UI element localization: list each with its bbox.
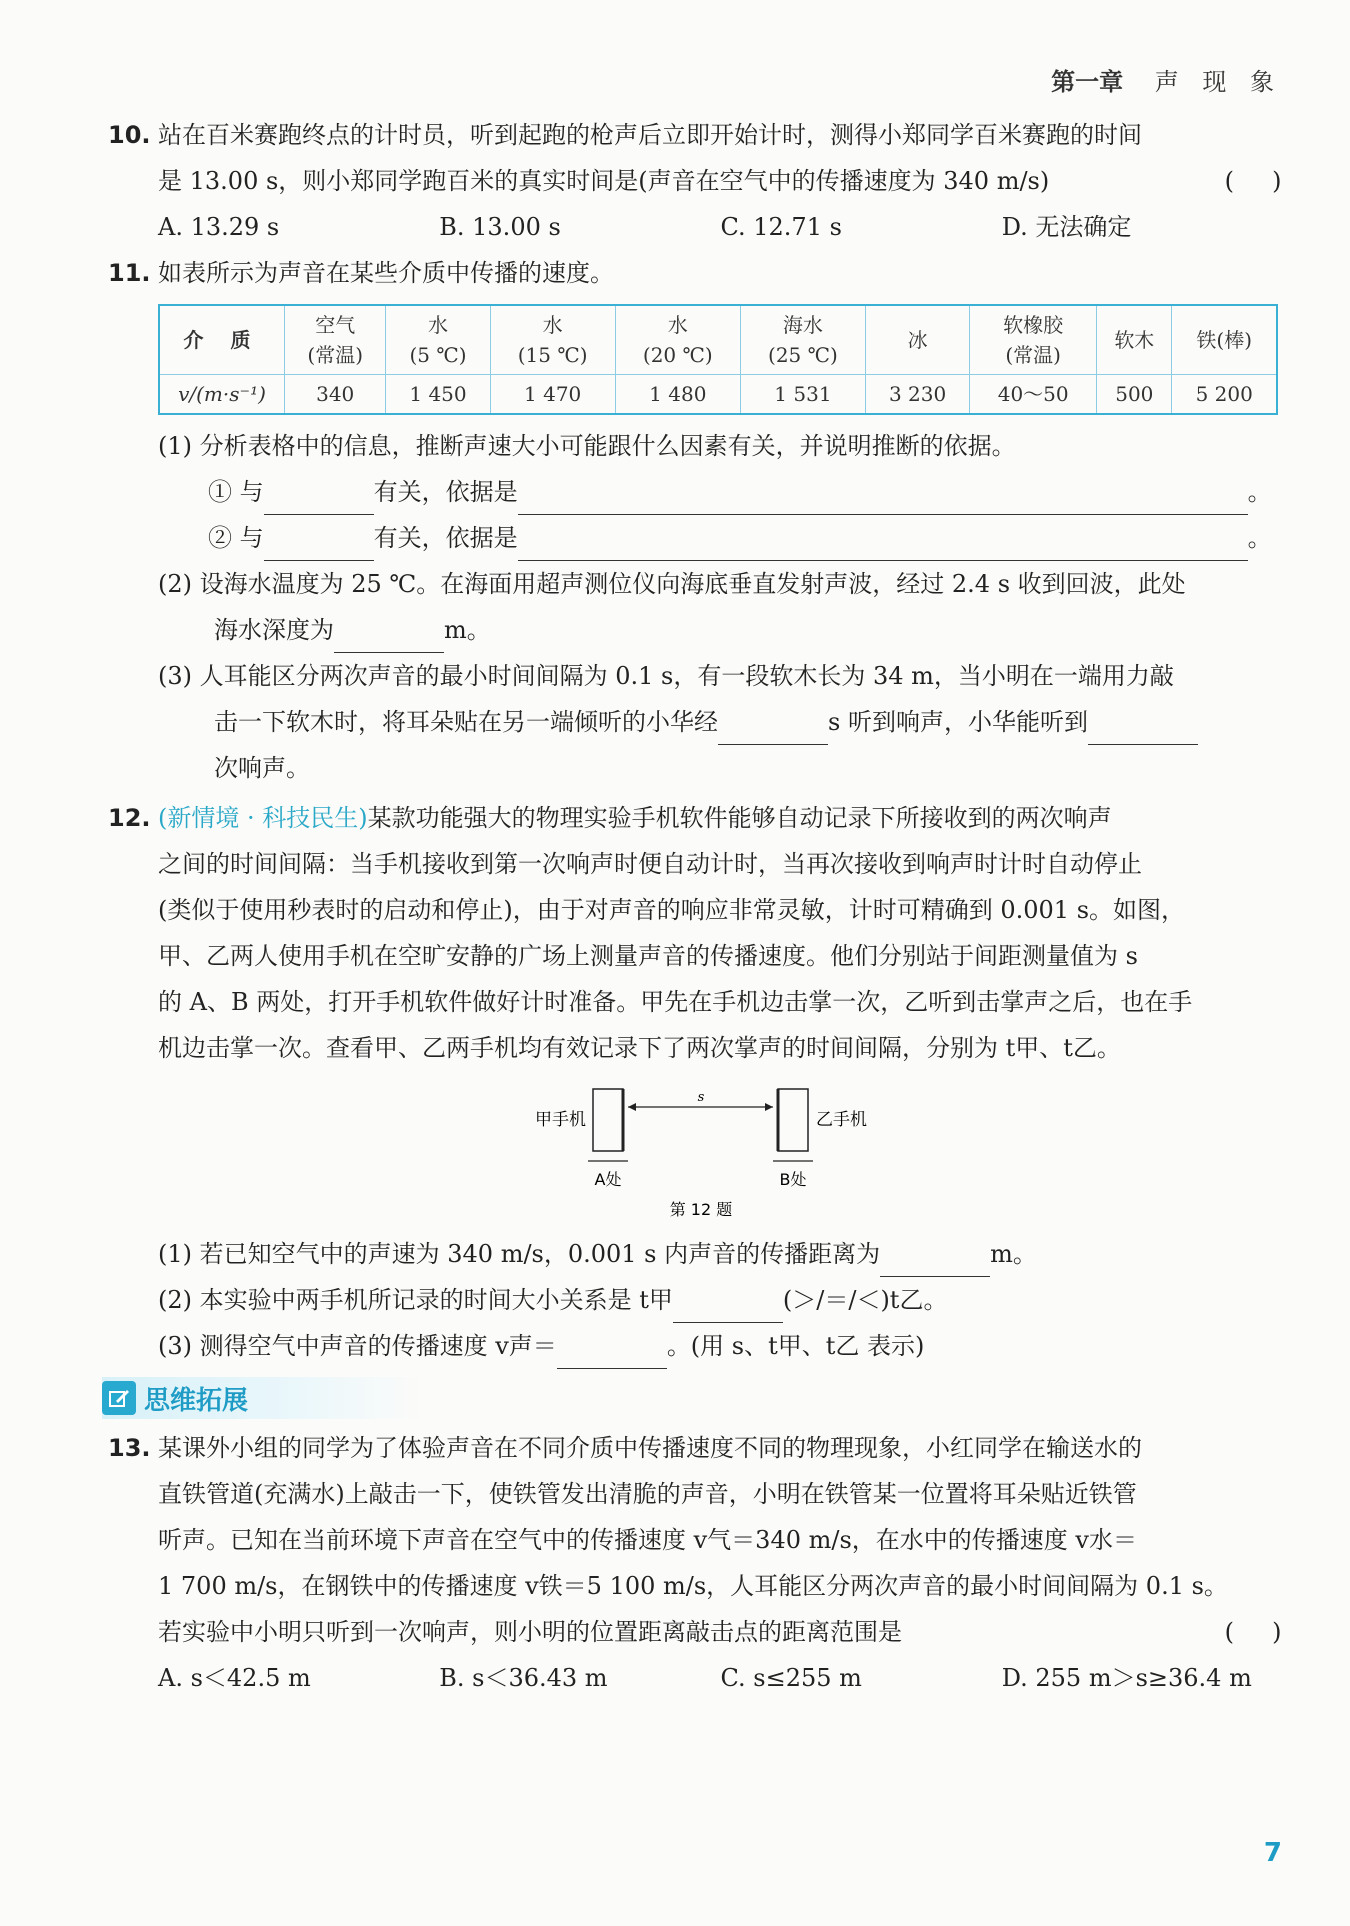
- q10-options: [158, 204, 1283, 250]
- blank[interactable]: [334, 628, 444, 653]
- question-13: 13. 某课外小组的同学为了体验声音在不同介质中传播速度不同的物理现象，小红同学在输送水的 直铁管道(充满水)上敲击一下，使铁管发出清脆的声音，小明在铁管某一位置将耳朵贴近铁管 听声。已知在当前环境下声音在空气中的传播速度 v气＝340 m/s，在水中的传播速度 v水＝ 1 700 m/s，在钢铁中的传播速度 v铁＝5 100 m/s，人耳能区分两次声音的最小时间间隔为 0.1 s。 若实验中小明只听到一次响声，则小明的位置距离敲击点的距离范围是 ( ): [108, 1425, 1283, 1655]
- blank[interactable]: [518, 490, 1248, 515]
- question-12: 12. (新情境 · 科技民生)某款功能强大的物理实验手机软件能够自动记录下所接收到的两次响声 之间的时间间隔：当手机接收到第一次响声时便自动计时，当再次接收到响声时计时自动停止 (类似于使用秒表时的启动和停止)，由于对声音的响应非常灵敏，计时可精确到 0.001 s。如图， 甲、乙两人使用手机在空旷安静的广场上测量声音的传播速度。他们分别站于间距测量值为 s 的 A、B 两处，打开手机软件做好计时准备。甲先在手机边击掌一次，乙听到击掌声之后，也在手 机边击掌一次。查看甲、乙两手机均有效记录下了两次掌声的时间间隔，分别为 t甲、t乙。: [108, 795, 1283, 1071]
- answer-paren: [1223, 158, 1283, 204]
- blank[interactable]: [1088, 720, 1198, 745]
- table-cell: 5 200: [1172, 375, 1277, 415]
- sub-question: (2) 本实验中两手机所记录的时间大小关系是 t甲 (＞/＝/＜)t乙。: [158, 1277, 1283, 1323]
- blank[interactable]: [880, 1252, 990, 1277]
- sub-question: (1) 分析表格中的信息，推断声速大小可能跟什么因素有关，并说明推断的依据。: [158, 432, 1016, 460]
- question-number: 12.: [108, 804, 151, 832]
- section-header: [102, 1377, 422, 1419]
- page-number: 7: [1263, 1838, 1282, 1868]
- option-d: D. 255 m＞s≥36.4 m: [1001, 1664, 1252, 1692]
- chapter-title: 声 现 象: [1154, 68, 1282, 96]
- speed-table: [158, 304, 1278, 415]
- option-c: C. s≤255 m: [720, 1664, 862, 1692]
- question-number: 11.: [108, 259, 151, 287]
- question-number: 13.: [108, 1434, 151, 1462]
- question-10: [108, 112, 1283, 204]
- sub-question: (3) 人耳能区分两次声音的最小时间间隔为 0.1 s，有一段软木长为 34 m，当小明在一端用力敲 击一下软木时，将耳朵贴在另一端倾听的小华经 s 听到响声，小华能听到 次响声。: [158, 653, 1283, 791]
- table-cell: 水 (5 ℃): [386, 305, 490, 375]
- phones-diagram: [518, 1077, 878, 1227]
- section-title: 思维拓展: [144, 1385, 249, 1416]
- fill-line: ① 与 有关，依据是 。: [208, 469, 1283, 515]
- table-cell: 1 480: [615, 375, 740, 415]
- option-a: A. s＜42.5 m: [158, 1664, 311, 1692]
- table-cell: 铁(棒): [1172, 305, 1277, 375]
- figure-caption: 第 12 题: [669, 1200, 733, 1219]
- table-cell: 冰: [866, 305, 970, 375]
- table-cell: 1 531: [740, 375, 865, 415]
- question-stem-line: 是 13.00 s，则小郑同学跑百米的真实时间是(声音在空气中的传播速度为 340 m/s) ( ): [158, 158, 1283, 204]
- option-d: D. 无法确定: [1001, 213, 1132, 241]
- question-stem-line: 站在百米赛跑终点的计时员，听到起跑的枪声后立即开始计时，测得小郑同学百米赛跑的时间: [158, 121, 1142, 149]
- table-cell: 海水 (25 ℃): [740, 305, 865, 375]
- table-row: [159, 375, 1277, 415]
- label-b: B处: [779, 1170, 807, 1189]
- phone-a-icon: [593, 1089, 623, 1151]
- sub-question: (3) 测得空气中声音的传播速度 v声＝ 。(用 s、t甲、t乙 表示): [158, 1323, 1283, 1369]
- table-cell: 1 470: [490, 375, 615, 415]
- chapter-label: 第一章: [1051, 68, 1124, 96]
- question-11: [108, 250, 1283, 296]
- label-phone-b: 乙手机: [816, 1110, 867, 1130]
- option-b: B. 13.00 s: [439, 213, 561, 241]
- blank[interactable]: [264, 490, 374, 515]
- table-cell: 1 450: [386, 375, 490, 415]
- table-cell: 软橡胶 (常温): [970, 305, 1097, 375]
- table-cell: 软木: [1097, 305, 1172, 375]
- table-cell: 500: [1097, 375, 1172, 415]
- blank[interactable]: [557, 1344, 667, 1369]
- label-s: s: [697, 1090, 705, 1105]
- table-cell: 水 (20 ℃): [615, 305, 740, 375]
- question-number: 10.: [108, 121, 151, 149]
- table-cell: 40～50: [970, 375, 1097, 415]
- table-row: [159, 305, 1277, 375]
- table-cell: 340: [285, 375, 386, 415]
- context-tag: (新情境 · 科技民生): [158, 804, 368, 832]
- option-b: B. s＜36.43 m: [439, 1664, 608, 1692]
- content: [108, 112, 1283, 1701]
- phone-b-icon: [778, 1089, 808, 1151]
- sub-question: (2) 设海水温度为 25 ℃。在海面用超声测位仪向海底垂直发射声波，经过 2.4 s 收到回波，此处 海水深度为 m。: [158, 561, 1283, 653]
- table-cell: 3 230: [866, 375, 970, 415]
- blank[interactable]: [264, 536, 374, 561]
- option-c: C. 12.71 s: [720, 213, 842, 241]
- answer-paren: [1223, 1609, 1283, 1655]
- label-phone-a: 甲手机: [535, 1110, 586, 1130]
- label-a: A处: [594, 1170, 622, 1189]
- page-header: [1051, 62, 1282, 97]
- pencil-icon: [102, 1381, 136, 1415]
- blank[interactable]: [673, 1298, 783, 1323]
- table-cell: 水 (15 ℃): [490, 305, 615, 375]
- table-header-cell: 介 质: [159, 305, 285, 375]
- table-cell: 空气 (常温): [285, 305, 386, 375]
- fill-line: ② 与 有关，依据是 。: [208, 515, 1283, 561]
- blank[interactable]: [718, 720, 828, 745]
- blank[interactable]: [518, 536, 1248, 561]
- sub-question: (1) 若已知空气中的声速为 340 m/s，0.001 s 内声音的传播距离为 m。: [158, 1231, 1283, 1277]
- figure-12: [108, 1077, 1283, 1227]
- option-a: A. 13.29 s: [158, 213, 280, 241]
- table-header-cell: v/(m·s⁻¹): [159, 375, 285, 415]
- q13-options: [158, 1655, 1283, 1701]
- question-stem-line: 如表所示为声音在某些介质中传播的速度。: [158, 259, 614, 287]
